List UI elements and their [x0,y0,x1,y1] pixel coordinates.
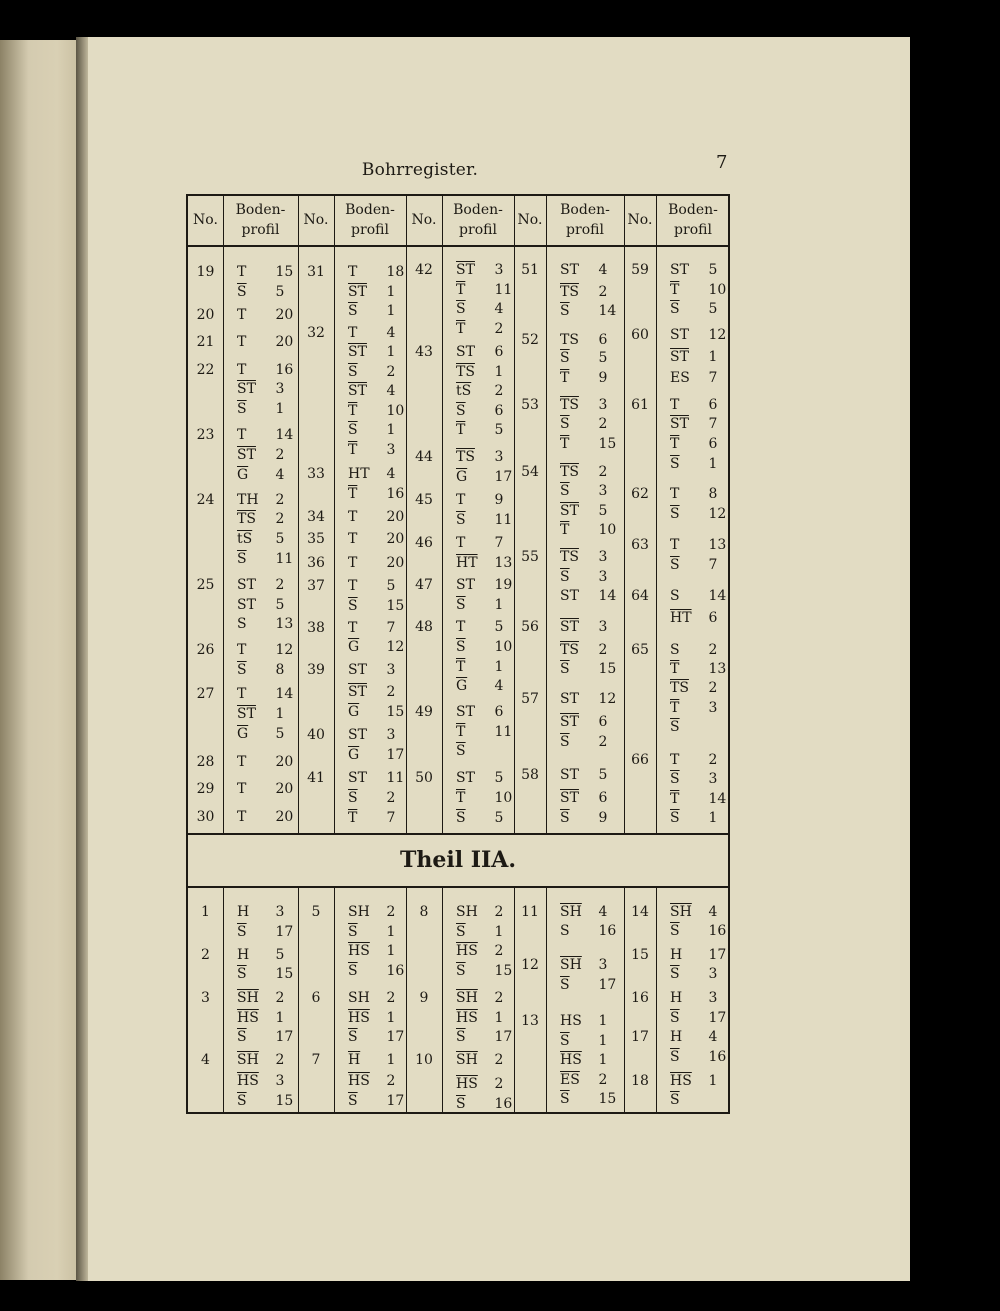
soil-profile-entry: T 20 [237,809,294,825]
soil-profile-entry: $\overline{S}$ [670,719,680,735]
no-divider [656,886,657,1114]
soil-profile-entry: $\overline{T}$ 11 [456,282,513,298]
soil-profile-entry: T 20 [237,754,294,770]
row-number: 53 [521,397,539,413]
soil-profile-entry: $\overline{TS}$ 2 [237,511,285,527]
soil-profile-entry: $\overline{HS}$ 1 [237,1010,285,1026]
section-rule-bottom [188,886,728,888]
row-number: 64 [631,588,649,604]
row-number: 63 [631,537,649,553]
row-number: 17 [631,1029,649,1045]
soil-profile-entry: T 18 [348,264,405,280]
row-number: 30 [196,809,215,825]
soil-profile-entry: $\overline{T}$ 10 [670,282,727,298]
row-number: 1 [201,904,210,920]
soil-profile-entry: ES 7 [670,370,718,386]
soil-profile-entry: T 5 [456,619,504,635]
soil-profile-entry: $\overline{G}$ 5 [237,726,285,742]
row-number: 49 [415,704,433,720]
no-divider [546,886,547,1114]
row-number: 42 [415,262,433,278]
soil-profile-entry: $\overline{S}$ 1 [348,924,396,940]
row-number: 22 [196,362,215,378]
soil-profile-entry: T 6 [670,397,718,413]
row-number: 58 [521,767,539,783]
soil-profile-entry: $\overline{HS}$ 1 [348,943,396,959]
column-header-bodenprofil: Boden- profil [235,202,286,238]
soil-profile-entry: $\overline{ST}$ 1 [670,349,718,365]
row-number: 40 [307,727,325,743]
soil-profile-entry: SH 2 [348,990,396,1006]
soil-profile-entry: $\overline{S}$ 14 [560,303,617,319]
row-number: 37 [307,578,325,594]
soil-profile-entry: T 8 [670,486,718,502]
row-number: 51 [521,262,539,278]
no-divider [656,196,657,833]
soil-profile-entry: $\overline{T}$ 10 [560,522,617,538]
column-divider [406,196,407,833]
row-number: 9 [419,990,429,1006]
soil-profile-entry: $\overline{S}$ 17 [348,1029,405,1045]
soil-profile-entry: T 15 [237,264,294,280]
soil-profile-entry: T 12 [237,642,294,658]
no-divider [546,196,547,833]
soil-profile-entry: $\overline{TS}$ 3 [560,549,608,565]
no-divider [442,886,443,1114]
soil-profile-entry: $\overline{ST}$ 6 [560,790,608,806]
soil-profile-entry: $\overline{S}$ 17 [237,1029,294,1045]
soil-profile-entry: H 3 [670,990,718,1006]
soil-profile-entry: $\overline{S}$ 3 [560,569,608,585]
soil-profile-entry: T 16 [237,362,294,378]
soil-profile-entry: $\overline{T}$ 3 [670,700,718,716]
soil-profile-entry: $\overline{ST}$ 3 [560,619,608,635]
soil-profile-entry: $\overline{G}$ 17 [348,747,405,763]
soil-profile-entry: SH 2 [348,904,396,920]
soil-profile-entry: $\overline{S}$ 15 [237,1093,294,1109]
soil-profile-entry: $\overline{ES}$ 2 [560,1072,608,1088]
soil-profile-entry: $\overline{TS}$ 3 [456,449,504,465]
soil-profile-entry: TS 6 [560,332,608,348]
soil-profile-entry: T 20 [348,555,405,571]
column-header-no: No. [411,212,437,228]
soil-profile-entry: $\overline{TS}$ 2 [670,680,718,696]
no-divider [442,196,443,833]
soil-profile-entry: $\overline{S}$ 17 [560,977,617,993]
soil-profile-entry: $\overline{HT}$ 13 [456,555,513,571]
soil-profile-entry: $\overline{HT}$ 6 [670,610,718,626]
row-number: 62 [631,486,649,502]
soil-profile-entry: $\overline{S}$ 1 [237,401,285,417]
soil-profile-entry: T 14 [237,686,294,702]
soil-profile-entry: $\overline{T}$ 15 [560,436,617,452]
soil-profile-entry: T 9 [456,492,504,508]
soil-profile-entry: $\overline{S}$ 5 [560,350,608,366]
soil-profile-entry: ST 3 [348,727,396,743]
soil-profile-entry: $\overline{SH}$ 2 [456,990,504,1006]
soil-profile-entry: $\overline{HS}$ 2 [348,1073,396,1089]
soil-profile-entry: $\overline{S}$ 11 [456,512,513,528]
row-number: 41 [307,770,325,786]
row-number: 34 [307,509,325,525]
soil-profile-entry: $\overline{ST}$ 1 [237,706,285,722]
soil-profile-entry: $\overline{S}$ 1 [670,810,718,826]
soil-profile-entry: $\overline{SH}$ 2 [237,990,285,1006]
soil-profile-entry: H 5 [237,947,285,963]
soil-profile-entry: $\overline{S}$ 12 [670,506,727,522]
row-number: 27 [196,686,215,702]
soil-profile-entry: $\overline{S}$ 15 [560,1091,617,1107]
soil-profile-entry: $\overline{S}$ 1 [560,1033,608,1049]
soil-profile-entry: $\overline{S}$ 3 [670,771,718,787]
soil-profile-entry: $\overline{SH}$ 2 [237,1052,285,1068]
soil-profile-entry: $\overline{HS}$ 2 [456,943,504,959]
soil-profile-entry: $\overline{S}$ 15 [348,598,405,614]
row-number: 44 [415,449,433,465]
soil-profile-entry: $\overline{S}$ 15 [456,963,513,979]
column-divider [624,196,625,833]
soil-profile-entry: $\overline{H}$ 1 [348,1052,396,1068]
soil-profile-entry: $\overline{TS}$ 2 [560,284,608,300]
row-number: 47 [415,577,433,593]
soil-profile-entry: $\overline{T}$ 11 [456,724,513,740]
row-number: 4 [201,1052,210,1068]
soil-profile-entry: ST 4 [560,262,608,278]
soil-profile-entry: $\overline{G}$ 15 [348,704,405,720]
row-number: 59 [631,262,649,278]
soil-profile-entry: $\overline{S}$ 16 [348,963,405,979]
column-header-bodenprofil: Boden- profil [668,202,718,238]
soil-profile-entry: ST 11 [348,770,405,786]
soil-profile-entry: $\overline{tS}$ 2 [456,383,504,399]
soil-profile-entry: SH 2 [456,904,504,920]
soil-profile-entry: T 13 [670,537,727,553]
soil-profile-entry: $\overline{HS}$ 1 [456,1010,504,1026]
soil-profile-entry: $\overline{TS}$ 2 [560,464,608,480]
soil-profile-entry: $\overline{S}$ 6 [456,403,504,419]
soil-profile-entry: $\overline{S}$ 3 [670,966,718,982]
column-header-no: No. [517,212,543,228]
soil-profile-entry: $\overline{T}$ 13 [670,661,727,677]
row-number: 29 [196,781,215,797]
soil-profile-entry: $\overline{S}$ 1 [348,303,396,319]
soil-profile-entry: H 3 [237,904,285,920]
soil-profile-entry: $\overline{ST}$ 2 [348,684,396,700]
soil-profile-entry: $\overline{T}$ 3 [348,442,396,458]
row-number: 20 [196,307,215,323]
soil-profile-entry: $\overline{S}$ [456,743,466,759]
row-number: 57 [521,691,539,707]
soil-profile-entry: $\overline{S}$ 15 [237,966,294,982]
soil-profile-entry: $\overline{ST}$ 2 [237,447,285,463]
soil-profile-entry: $\overline{G}$ 17 [456,469,513,485]
soil-profile-entry: T 20 [348,509,405,525]
soil-profile-entry: $\overline{S}$ 16 [456,1096,513,1112]
row-number: 23 [196,427,215,443]
soil-profile-entry: $\overline{S}$ 17 [348,1093,405,1109]
row-number: 26 [196,642,215,658]
soil-profile-entry: T 7 [348,620,396,636]
soil-profile-entry: S 2 [670,642,718,658]
no-divider [334,196,335,833]
left-page-edge [0,40,82,1280]
soil-profile-entry: HS 1 [560,1013,608,1029]
soil-profile-entry: $\overline{T}$ 2 [456,321,504,337]
soil-profile-entry: $\overline{ST}$ 1 [348,344,396,360]
row-number: 33 [307,466,325,482]
soil-profile-entry: $\overline{HS}$ 2 [456,1076,504,1092]
row-number: 19 [196,264,215,280]
no-divider [223,196,224,833]
soil-profile-entry: $\overline{S}$ 15 [560,661,617,677]
soil-profile-entry: $\overline{ST}$ 6 [560,714,608,730]
soil-profile-entry: $\overline{G}$ 12 [348,639,405,655]
soil-profile-entry: H 17 [670,947,727,963]
soil-profile-entry: $\overline{S}$ 7 [670,557,718,573]
soil-profile-entry: $\overline{TS}$ 2 [560,642,608,658]
soil-profile-entry: ST 5 [456,770,504,786]
soil-profile-entry: $\overline{SH}$ 3 [560,957,608,973]
column-header-bodenprofil: Boden- profil [345,202,395,238]
row-number: 55 [521,549,539,565]
column-header-no: No. [303,212,329,228]
row-number: 2 [201,947,210,963]
soil-profile-entry: $\overline{S}$ 17 [456,1029,513,1045]
soil-profile-entry: $\overline{S}$ 1 [348,422,396,438]
row-number: 11 [521,904,539,920]
soil-profile-entry: T 20 [237,334,294,350]
section-title: Theil IIA. [399,847,517,873]
soil-profile-entry: $\overline{ST}$ 3 [237,381,285,397]
soil-profile-entry: $\overline{T}$ 10 [348,403,405,419]
soil-profile-entry: $\overline{HS}$ 1 [348,1010,396,1026]
soil-profile-entry: T 7 [456,535,504,551]
row-number: 43 [415,344,433,360]
no-divider [334,886,335,1114]
row-number: 65 [631,642,649,658]
soil-profile-entry: T 2 [670,752,718,768]
soil-profile-entry: $\overline{S}$ 16 [670,1049,727,1065]
soil-profile-entry: ST 5 [670,262,718,278]
row-number: 10 [415,1052,433,1068]
soil-profile-entry: $\overline{S}$ 2 [560,416,608,432]
soil-profile-entry: $\overline{S}$ 3 [560,483,608,499]
soil-profile-entry: HT 4 [348,466,396,482]
soil-profile-entry: $\overline{S}$ 1 [670,456,718,472]
row-number: 6 [311,990,321,1006]
column-header-no: No. [627,212,653,228]
soil-profile-entry: $\overline{HS}$ 1 [670,1073,718,1089]
soil-profile-entry: $\overline{S}$ 1 [456,597,504,613]
soil-profile-entry: $\overline{G}$ 4 [237,467,285,483]
soil-profile-entry: $\overline{S}$ 17 [670,1010,727,1026]
soil-profile-entry: $\overline{T}$ 1 [456,659,504,675]
soil-profile-entry: $\overline{ST}$ 5 [560,503,608,519]
soil-profile-entry: $\overline{S}$ 17 [237,924,294,940]
column-divider [514,196,515,833]
section-rule-top [188,833,728,835]
soil-profile-entry: T 14 [237,427,294,443]
row-number: 3 [201,990,210,1006]
row-number: 54 [521,464,539,480]
soil-profile-entry: $\overline{S}$ 1 [456,924,504,940]
soil-profile-entry: $\overline{G}$ 4 [456,678,504,694]
soil-profile-entry: T 20 [237,307,294,323]
soil-profile-entry: ST 12 [560,691,617,707]
soil-profile-entry: $\overline{S}$ 4 [456,301,504,317]
row-number: 61 [631,397,649,413]
soil-profile-entry: H 4 [670,1029,718,1045]
soil-profile-entry: $\overline{ST}$ 7 [670,416,718,432]
soil-profile-entry: $\overline{T}$ 5 [456,422,504,438]
soil-profile-entry: $\overline{S}$ 2 [348,364,396,380]
row-number: 15 [631,947,649,963]
soil-profile-entry: $\overline{S}$ 10 [456,639,513,655]
soil-profile-entry: $\overline{T}$ 14 [670,791,727,807]
row-number: 32 [307,325,325,341]
soil-profile-entry: T 20 [237,781,294,797]
row-number: 13 [521,1013,539,1029]
soil-profile-entry: T 20 [348,531,405,547]
soil-profile-entry: $\overline{TS}$ 3 [560,397,608,413]
page-number: 7 [716,152,728,173]
page-spine [76,37,88,1281]
row-number: 45 [415,492,433,508]
row-number: 5 [311,904,321,920]
soil-profile-entry: ST 12 [670,327,727,343]
soil-profile-entry: S 13 [237,616,294,632]
soil-profile-entry: $\overline{S}$ 5 [456,810,504,826]
row-number: 48 [415,619,433,635]
row-number: 60 [631,327,649,343]
soil-profile-entry: $\overline{T}$ 16 [348,486,405,502]
soil-profile-entry: S 14 [670,588,727,604]
row-number: 35 [307,531,325,547]
soil-profile-entry: $\overline{S}$ 8 [237,662,285,678]
column-header-bodenprofil: Boden- profil [453,202,503,238]
soil-profile-entry: ST 5 [560,767,608,783]
soil-profile-entry: $\overline{HS}$ 1 [560,1052,608,1068]
row-number: 52 [521,332,539,348]
soil-profile-entry: $\overline{S}$ 5 [670,301,718,317]
row-number: 46 [415,535,433,551]
row-number: 16 [631,990,649,1006]
row-number: 18 [631,1073,649,1089]
row-number: 50 [415,770,433,786]
soil-profile-entry: $\overline{S}$ 16 [670,923,727,939]
soil-profile-entry: $\overline{S}$ 2 [348,790,396,806]
soil-profile-entry: ST 6 [456,344,504,360]
soil-profile-entry: $\overline{S}$ 9 [560,810,608,826]
soil-profile-entry: S 16 [560,923,617,939]
row-number: 14 [631,904,649,920]
row-number: 24 [196,492,215,508]
soil-profile-entry: $\overline{T}$ 10 [456,790,513,806]
soil-profile-entry: $\overline{SH}$ 4 [670,904,718,920]
header-rule [188,245,728,247]
soil-profile-entry: $\overline{HS}$ 3 [237,1073,285,1089]
soil-profile-entry: ST 19 [456,577,513,593]
soil-profile-entry: ST 14 [560,588,617,604]
page-header-title: Bohrregister. [361,160,479,180]
soil-profile-entry: $\overline{SH}$ 4 [560,904,608,920]
row-number: 12 [521,957,539,973]
soil-profile-entry: ST 2 [237,577,285,593]
soil-profile-entry: $\overline{ST}$ 3 [456,262,504,278]
row-number: 8 [419,904,429,920]
soil-profile-entry: T 5 [348,578,396,594]
soil-profile-entry: $\overline{S}$ 11 [237,551,294,567]
soil-profile-entry: $\overline{S}$ 2 [560,734,608,750]
soil-profile-entry: ST 6 [456,704,504,720]
soil-profile-entry: $\overline{ST}$ 1 [348,284,396,300]
row-number: 36 [307,555,325,571]
column-header-bodenprofil: Boden- profil [560,202,610,238]
soil-profile-entry: ST 5 [237,597,285,613]
row-number: 66 [631,752,649,768]
soil-profile-entry: ST 3 [348,662,396,678]
column-header-no: No. [193,212,218,228]
soil-profile-entry: $\overline{S}$ 5 [237,284,285,300]
soil-profile-entry: $\overline{TS}$ 1 [456,364,504,380]
soil-profile-entry: $\overline{T}$ 6 [670,436,718,452]
soil-profile-entry: $\overline{SH}$ 2 [456,1052,504,1068]
row-number: 21 [196,334,215,350]
row-number: 28 [196,754,215,770]
soil-profile-entry: $\overline{tS}$ 5 [237,531,285,547]
row-number: 56 [521,619,539,635]
no-divider [223,886,224,1114]
soil-profile-entry: $\overline{T}$ 9 [560,370,608,386]
soil-profile-entry: T 4 [348,325,396,341]
row-number: 31 [307,264,325,280]
row-number: 25 [196,577,215,593]
soil-profile-entry: $\overline{T}$ 7 [348,810,396,826]
soil-profile-entry: $\overline{ST}$ 4 [348,383,396,399]
row-number: 38 [307,620,325,636]
soil-profile-entry: $\overline{S}$ [670,1092,680,1108]
soil-profile-entry: TH 2 [237,492,285,508]
borehole-register-table [186,194,730,1114]
row-number: 39 [307,662,325,678]
row-number: 7 [311,1052,321,1068]
